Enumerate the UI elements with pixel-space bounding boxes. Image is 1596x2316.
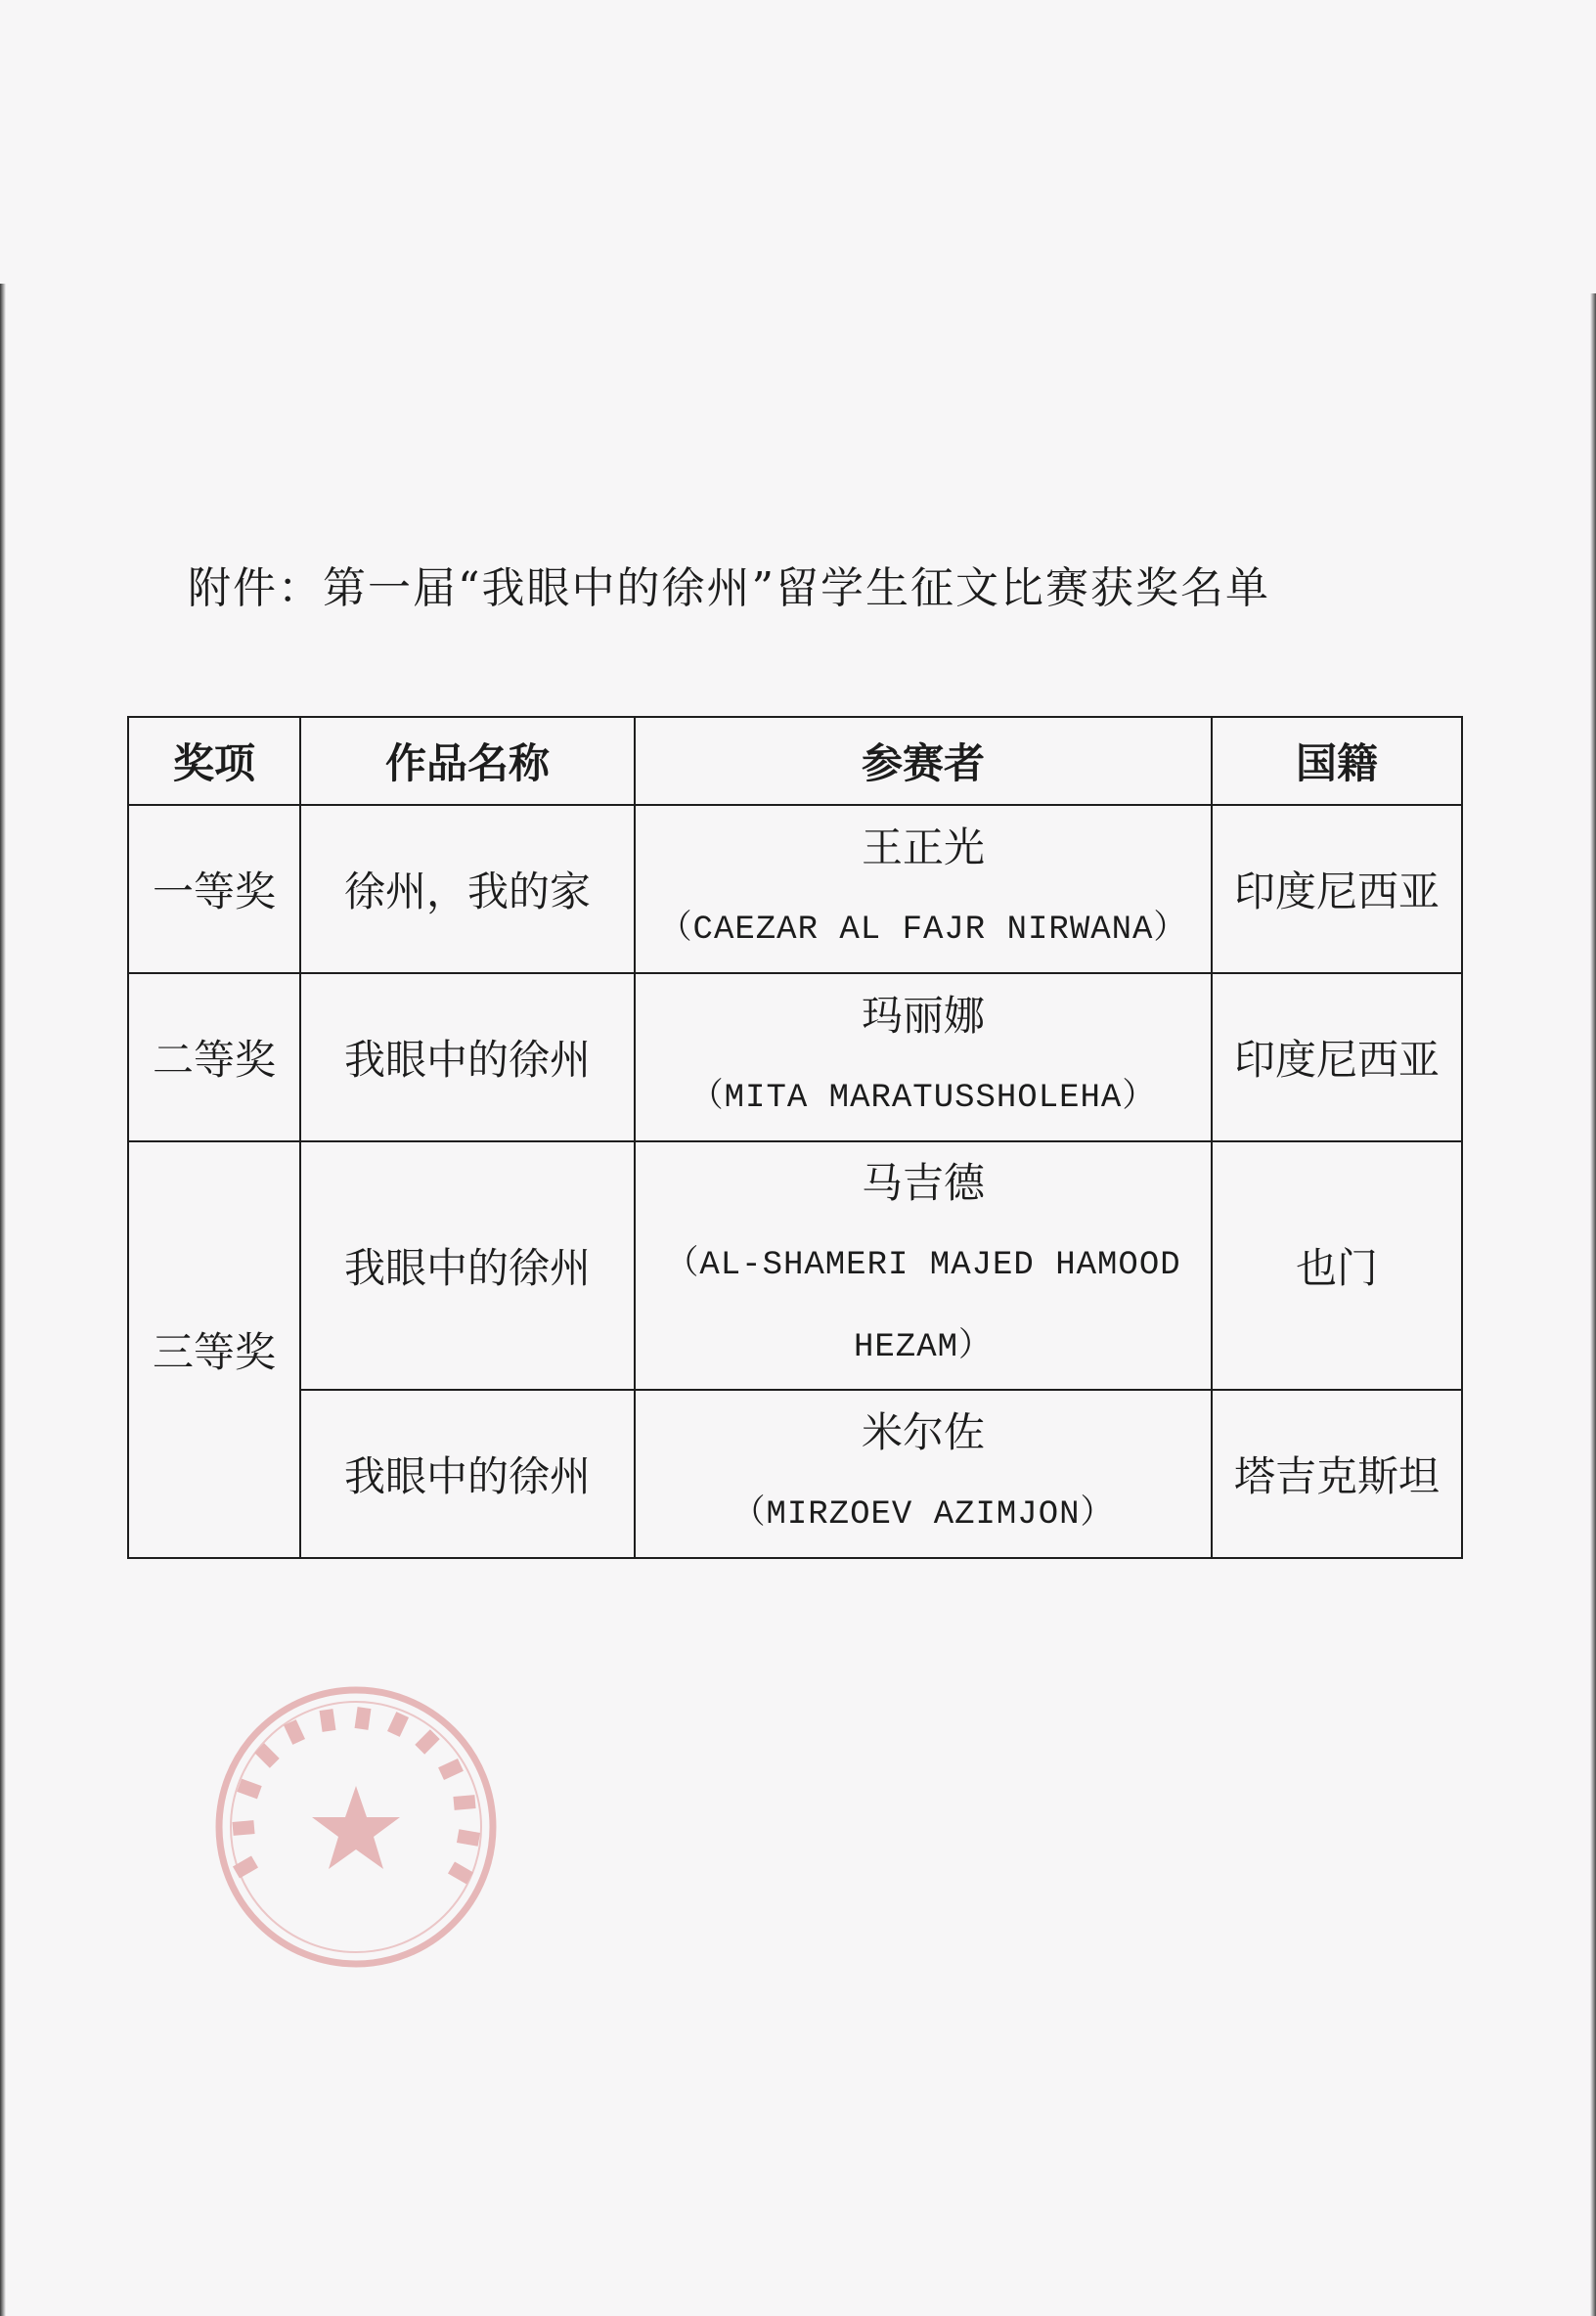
table-row xyxy=(128,973,1462,1141)
participant-name-cn: 玛丽娜 xyxy=(861,992,985,1040)
participant-name-en: （MIRZOEV AZIMJON） xyxy=(732,1496,1115,1534)
participant-name-en-cont: HEZAM） xyxy=(853,1329,994,1366)
document-title: 附件：第一届“我眼中的徐州”留学生征文比赛获奖名单 xyxy=(188,563,1270,613)
work-cell: 徐州，我的家 xyxy=(300,805,635,973)
participant-cell xyxy=(635,1390,1212,1558)
award-cell: 一等奖 xyxy=(128,805,300,973)
table-row xyxy=(128,1141,1462,1390)
official-seal xyxy=(209,1680,503,1974)
paper-edge-left xyxy=(0,284,6,2316)
nationality-cell: 印度尼西亚 xyxy=(1212,805,1462,973)
work-cell: 我眼中的徐州 xyxy=(300,1390,635,1558)
participant-cell xyxy=(635,973,1212,1141)
work-cell: 我眼中的徐州 xyxy=(300,973,635,1141)
participant-name-cn: 米尔佐 xyxy=(861,1408,985,1456)
nationality-cell: 印度尼西亚 xyxy=(1212,973,1462,1141)
header-participant: 参赛者 xyxy=(635,717,1212,805)
table-row xyxy=(128,805,1462,973)
participant-cell xyxy=(635,1141,1212,1390)
table-row xyxy=(128,1390,1462,1558)
header-work: 作品名称 xyxy=(300,717,635,805)
table-header-row xyxy=(128,717,1462,805)
participant-name-en: （CAEZAR AL FAJR NIRWANA） xyxy=(658,912,1188,949)
award-table xyxy=(127,716,1463,1559)
participant-name-en: （MITA MARATUSSHOLEHA） xyxy=(689,1080,1157,1117)
star-icon xyxy=(312,1786,400,1869)
award-cell: 三等奖 xyxy=(128,1141,300,1558)
participant-cell xyxy=(635,805,1212,973)
work-cell: 我眼中的徐州 xyxy=(300,1141,635,1390)
participant-name-en: （AL-SHAMERI MAJED HAMOOD xyxy=(665,1247,1181,1284)
nationality-cell: 塔吉克斯坦 xyxy=(1212,1390,1462,1558)
header-award: 奖项 xyxy=(128,717,300,805)
participant-name-cn: 马吉德 xyxy=(861,1159,985,1207)
award-cell: 二等奖 xyxy=(128,973,300,1141)
nationality-cell: 也门 xyxy=(1212,1141,1462,1390)
paper-edge-right xyxy=(1590,293,1596,2316)
participant-name-cn: 王正光 xyxy=(861,824,985,871)
header-nationality: 国籍 xyxy=(1212,717,1462,805)
